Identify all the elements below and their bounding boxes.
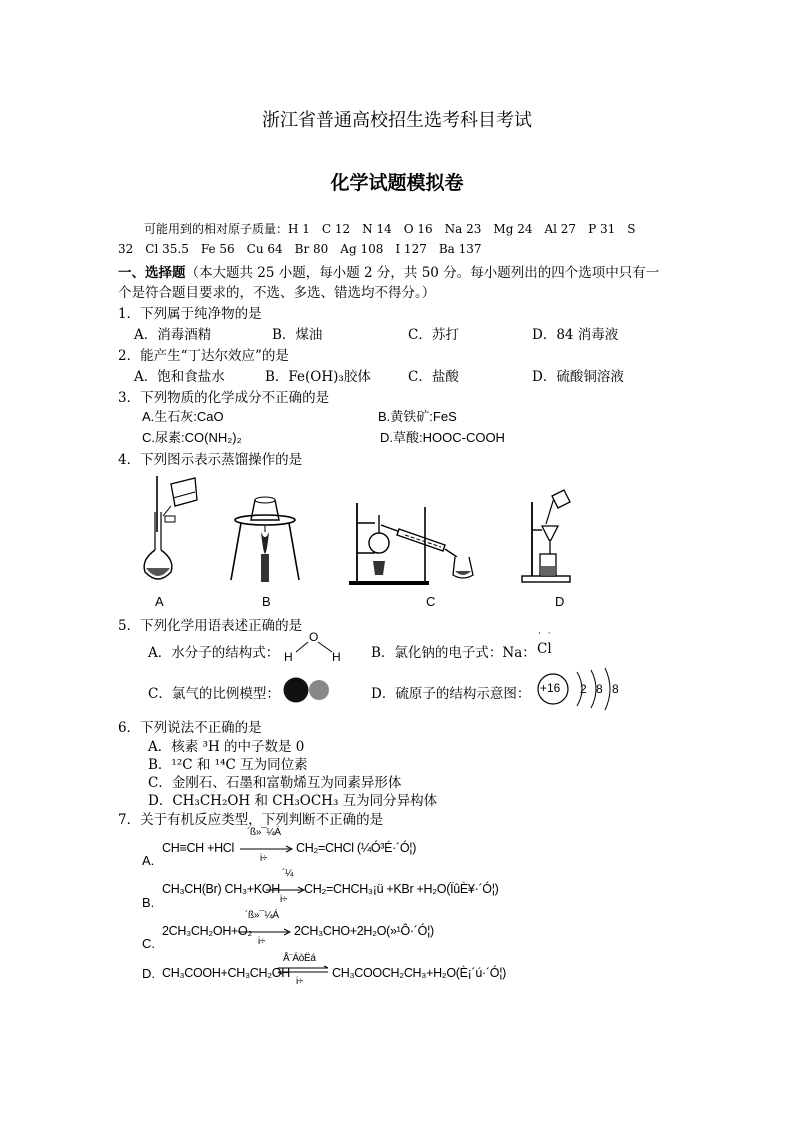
q3-option-d: D.草酸:HOOC-COOH (380, 430, 505, 445)
q5-option-d: D．硫原子的结构示意图： (371, 686, 531, 702)
chloride-symbol: Cl (537, 641, 552, 657)
q2-option-d: D．硫酸铜溶液 (532, 369, 624, 385)
q7-a-products: CH₂=CHCl (¼Ó³É·´Ó¦) (296, 841, 417, 855)
q2-option-c: C．盐酸 (408, 369, 459, 385)
exam-title: 浙江省普通高校招生选考科目考试 (262, 110, 532, 131)
q2-option-b: B．Fe(OH)₃胶体 (265, 369, 371, 385)
q7-a-arrow (240, 846, 294, 852)
atomic-mass-line1: 可能用到的相对原子质量：H 1 C 12 N 14 O 16 Na 23 Mg 24 Al 27 P 31 S (144, 222, 636, 236)
q5-stem: 5．下列化学用语表述正确的是 (118, 618, 303, 634)
q7-c-arrow (238, 929, 292, 935)
chlorine-space-filling-model (283, 677, 333, 705)
q3-option-a: A.生石灰:CaO (142, 409, 224, 424)
lone-pair-top: · · (538, 629, 553, 639)
q7-d-condition-bottom: i÷ (296, 976, 304, 987)
q7-b-arrow (266, 887, 306, 893)
sulfur-nucleus-charge: +16 (540, 681, 561, 695)
water-bonds (290, 640, 340, 654)
q7-a-condition-top: ´ß»¯¼Á (247, 827, 281, 838)
apparatus-b-evaporation (225, 490, 305, 590)
apparatus-label-d: D (555, 594, 565, 609)
q5-option-c: C．氯气的比例模型： (148, 686, 280, 702)
q7-c-reactants: 2CH₃CH₂OH+O₂ (162, 924, 253, 938)
q7-d-products: CH₃COOCH₂CH₃+H₂O(È¡´ú·´Ó¦) (332, 966, 507, 980)
q7-d-reactants: CH₃COOH+CH₃CH₂OH (162, 966, 290, 980)
q2-option-a: A．饱和食盐水 (134, 369, 225, 385)
q7-b-reactants: CH₃CH(Br) CH₃+KOH (162, 882, 280, 896)
q4-stem: 4．下列图示表示蒸馏操作的是 (118, 452, 303, 468)
q1-option-b: B．煤油 (272, 327, 323, 343)
q7-b-label: B. (142, 895, 155, 910)
q1-option-d: D．84 消毒液 (532, 327, 619, 343)
q7-d-condition-top: Å¨ÁòËá (283, 953, 316, 964)
q7-c-label: C. (142, 936, 155, 951)
q5-option-b: B．氯化钠的电子式：Na： (371, 645, 536, 661)
q6-option-d: D．CH₃CH₂OH 和 CH₃OCH₃ 互为同分异构体 (148, 793, 438, 809)
apparatus-c-distillation (345, 495, 485, 590)
q3-option-c: C.尿素:CO(NH₂)₂ (142, 430, 242, 445)
q2-stem: 2．能产生“丁达尔效应”的是 (118, 348, 289, 364)
q1-stem: 1．下列属于纯净物的是 (118, 306, 262, 322)
q6-option-b: B．¹²C 和 ¹⁴C 互为同位素 (148, 757, 308, 773)
q5-option-a: A．水分子的结构式： (148, 645, 280, 661)
water-hydrogen-left: H (284, 650, 293, 664)
q6-option-c: C．金刚石、石墨和富勒烯互为同素异形体 (148, 775, 402, 791)
section-instructions: （本大题共 25 小题，每小题 2 分，共 50 分。每小题列出的四个选项中只有一 (185, 265, 660, 281)
q3-option-b: B.黄铁矿:FeS (378, 409, 457, 424)
apparatus-a-volumetric-flask (135, 472, 205, 587)
paper-title: 化学试题模拟卷 (330, 172, 464, 194)
water-oxygen: O (309, 630, 319, 644)
q3-stem: 3．下列物质的化学成分不正确的是 (118, 390, 330, 406)
sulfur-electron-shells: 2 8 8 (580, 682, 622, 696)
q1-option-a: A．消毒酒精 (134, 327, 212, 343)
apparatus-d-filtration (520, 488, 580, 588)
q7-b-condition-top: ´¼ (282, 868, 294, 879)
q6-option-a: A．核素 ³H 的中子数是 0 (148, 739, 305, 755)
q7-c-condition-bottom: i÷ (258, 936, 266, 947)
q7-a-condition-bottom: i÷ (260, 853, 268, 864)
q6-stem: 6．下列说法不正确的是 (118, 720, 262, 736)
section-heading (118, 261, 659, 281)
q7-c-condition-top: ´ß»¯¼Á (245, 910, 279, 921)
q7-d-label: D. (142, 966, 155, 981)
apparatus-label-c: C (426, 594, 436, 609)
q7-a-reactants: CH≡CH +HCl (162, 841, 235, 855)
section-title: 一、选择题 (118, 265, 186, 281)
q7-b-products: CH₂=CHCH₃¡ü +KBr +H₂O(ÏûÈ¥·´Ó¦) (304, 882, 499, 896)
q7-b-condition-bottom: i÷ (280, 894, 288, 905)
q1-option-c: C．苏打 (408, 327, 459, 343)
water-hydrogen-right: H (332, 650, 341, 664)
apparatus-label-a: A (155, 594, 164, 609)
apparatus-label-b: B (262, 594, 271, 609)
q7-c-products: 2CH₃CHO+2H₂O(»¹Ô·´Ó¦) (294, 924, 434, 938)
q7-d-reversible-arrow (276, 966, 330, 974)
atomic-mass-line2: 32 Cl 35.5 Fe 56 Cu 64 Br 80 Ag 108 I 127 Ba 137 (118, 242, 482, 256)
q7-a-label: A. (142, 853, 155, 868)
q7-stem: 7．关于有机反应类型，下列判断不正确的是 (118, 812, 384, 828)
section-instructions-line2: 个是符合题目要求的，不选、多选、错选均不得分。） (118, 285, 436, 301)
